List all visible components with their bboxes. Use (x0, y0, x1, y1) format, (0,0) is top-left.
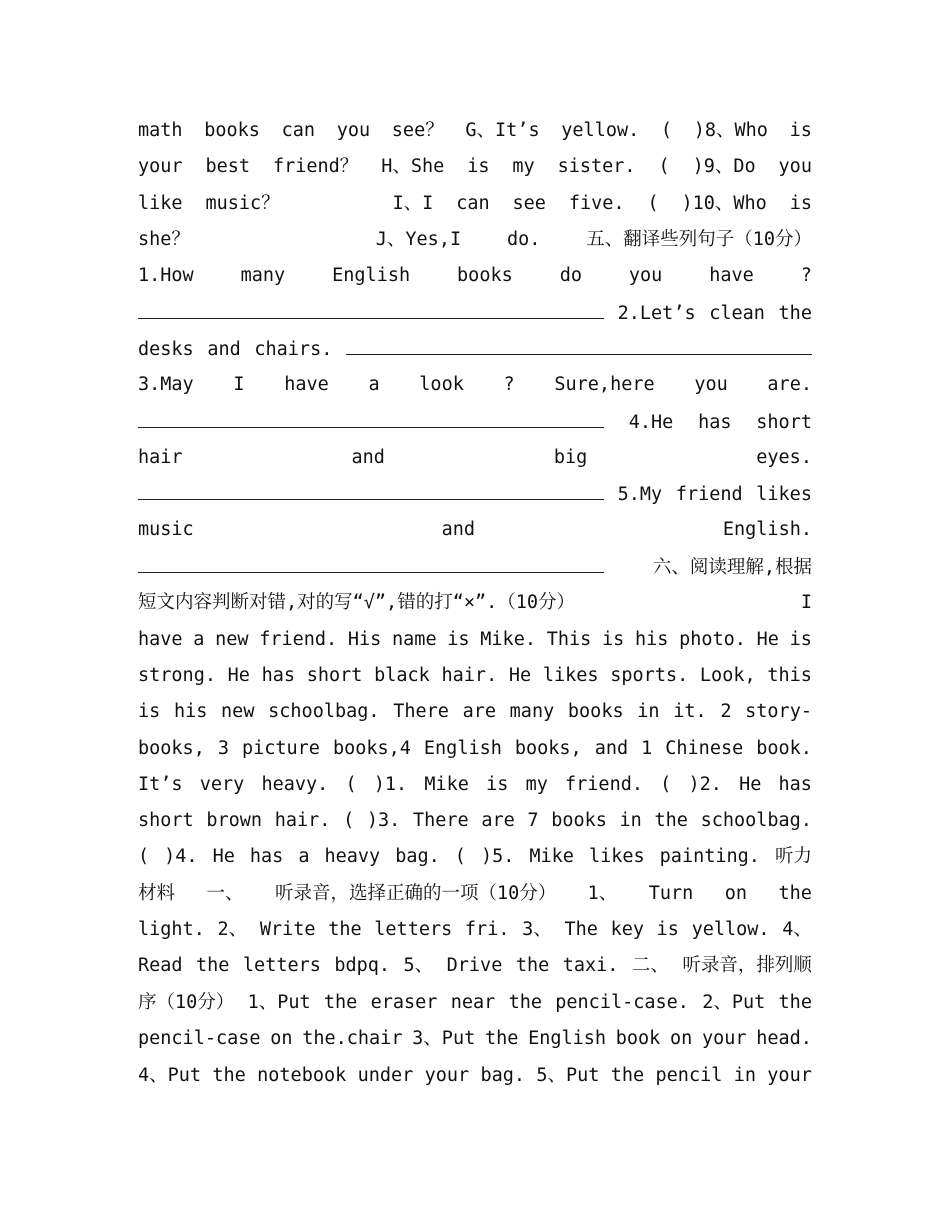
word: 听录音，排列顺 (682, 955, 812, 976)
word: pencil-case (138, 1028, 261, 1049)
text-line-17 (138, 697, 812, 727)
word: Read (138, 955, 183, 976)
word: bdpq. (334, 955, 391, 976)
answer-blank[interactable] (138, 479, 604, 500)
word: English (423, 738, 502, 759)
word: your (701, 1028, 747, 1049)
text-line-27 (138, 1061, 812, 1091)
word: pencil-case. (555, 992, 689, 1013)
word: 5、Put (536, 1065, 600, 1086)
word: key (610, 919, 644, 940)
word: can (456, 193, 490, 214)
word: like (138, 193, 183, 214)
word: is (789, 629, 812, 650)
word: sister. (557, 156, 636, 177)
text-line-22 (138, 879, 812, 909)
text-line-8 (138, 370, 812, 400)
word: schoolbag. (700, 810, 812, 831)
word: the (515, 955, 550, 976)
text-line-18 (138, 734, 812, 764)
word: 听录音，选择正确的一项（10分） (274, 883, 557, 904)
word: ( (138, 846, 150, 867)
word: 1、Put (247, 992, 311, 1013)
text-line-19 (138, 770, 812, 800)
word: and (594, 738, 629, 759)
word: short (756, 412, 812, 433)
word: the (484, 1028, 519, 1049)
text-line-12 (138, 515, 812, 545)
word: )10、Who (681, 193, 767, 214)
word: strong. (138, 665, 216, 686)
word: sports. (610, 665, 689, 686)
word: books (457, 265, 513, 286)
word: bag. (480, 1065, 526, 1086)
word: the (508, 992, 542, 1013)
word: 二、 (631, 955, 669, 976)
text-line-13 (138, 552, 812, 582)
word: Mike (529, 846, 574, 867)
word: short (138, 810, 194, 831)
answer-blank[interactable] (138, 552, 604, 573)
word: your (767, 1065, 812, 1086)
word: The (564, 919, 598, 940)
word: There (393, 701, 449, 722)
answer-blank[interactable] (138, 407, 604, 428)
word: head. (756, 1028, 812, 1049)
word: likes (756, 484, 812, 505)
word: see？ (391, 120, 444, 141)
text-line-6 (138, 298, 812, 328)
text-line-16 (138, 661, 812, 691)
word: painting. (659, 846, 760, 867)
word: 1、 (587, 883, 618, 904)
word: I (800, 592, 812, 613)
word: story- (745, 701, 812, 722)
word: see (512, 193, 546, 214)
word: is (789, 193, 812, 214)
word: He (508, 665, 532, 686)
word: Write (259, 919, 316, 940)
word: eraser (370, 992, 438, 1013)
word: has (261, 665, 296, 686)
word: you (694, 374, 728, 395)
word: I、I (392, 193, 434, 214)
word: you (778, 156, 812, 177)
text-line-10 (138, 443, 812, 473)
text-line-20 (138, 806, 812, 836)
text-line-3 (138, 189, 812, 219)
word: on (724, 883, 748, 904)
word: He (739, 774, 762, 795)
word: 3、 (522, 919, 552, 940)
word: can (281, 120, 316, 141)
instructions: 短文内容判断对错,对的写“√”,错的打“×”.（10分） (138, 592, 576, 613)
word: brown (206, 810, 263, 831)
word: on (670, 1028, 693, 1049)
word: the (610, 1065, 645, 1086)
text-line-7 (138, 334, 812, 364)
word: Sure,here (554, 374, 655, 395)
word: has (698, 412, 732, 433)
word: ( (660, 120, 673, 141)
answer-blank[interactable] (138, 298, 604, 319)
word: likes (588, 846, 645, 867)
word: friend？ (272, 156, 359, 177)
word: 3、Put (412, 1028, 476, 1049)
word: )9、Do (692, 156, 756, 177)
word: 3.May (138, 374, 194, 395)
word: chairs. (254, 339, 333, 360)
word: Mike. (480, 629, 536, 650)
word: schoolbag. (268, 701, 380, 722)
word: has (249, 846, 284, 867)
word: the.chair (302, 1028, 403, 1049)
word: English. (722, 519, 812, 540)
word: )8、Who (693, 120, 768, 141)
word: Look, (699, 665, 756, 686)
word: near (450, 992, 496, 1013)
word: )3. (366, 810, 401, 831)
word: the (212, 1065, 246, 1086)
word: pencil (655, 1065, 723, 1086)
word: He (212, 846, 235, 867)
word: 听力 (774, 846, 812, 867)
word: in (619, 810, 642, 831)
section-heading: 五、翻译些列句子（10分） (586, 229, 812, 250)
word: are (462, 701, 496, 722)
word: big (553, 447, 588, 468)
word: H、She (381, 156, 445, 177)
word: is (138, 701, 161, 722)
word: )2. (688, 774, 722, 795)
word: your (424, 1065, 470, 1086)
word: yellow. (691, 919, 770, 940)
word: 5.My (617, 484, 663, 505)
word: hair. (274, 810, 331, 831)
text-line-4 (138, 225, 812, 255)
word: letters (242, 955, 321, 976)
word: it. (673, 701, 707, 722)
word: English (528, 1028, 607, 1049)
word: music？ (205, 193, 280, 214)
text-line-23 (138, 915, 812, 945)
word: J、Yes,I (375, 229, 462, 250)
word: have (138, 629, 183, 650)
word: a (193, 629, 205, 650)
word: is (486, 774, 509, 795)
word: Drive (446, 955, 503, 976)
word: )1. (373, 774, 408, 795)
word: new (215, 629, 249, 650)
word: five. (568, 193, 625, 214)
word: you (336, 120, 371, 141)
word: clean (709, 303, 765, 324)
word: are. (767, 374, 812, 395)
word: It’s (138, 774, 183, 795)
word: my (512, 156, 535, 177)
word: letters (374, 919, 453, 940)
text-line-11 (138, 479, 812, 509)
text-line-9 (138, 407, 812, 437)
word: a (298, 846, 310, 867)
word: the (778, 303, 812, 324)
word: the (778, 883, 812, 904)
word: likes (542, 665, 599, 686)
word: books (204, 120, 260, 141)
word: yellow. (561, 120, 640, 141)
word: ( (647, 193, 659, 214)
word: in (637, 701, 660, 722)
word: book (615, 1028, 661, 1049)
word: his (634, 629, 669, 650)
word: is (789, 120, 812, 141)
word: 1.How (138, 265, 194, 286)
text-line-24 (138, 951, 812, 981)
word: music (138, 519, 194, 540)
word: books (567, 701, 624, 722)
word: 2 (720, 701, 732, 722)
word: ( (343, 810, 355, 831)
word: are (481, 810, 515, 831)
word: 材料 (138, 883, 176, 904)
word: ( (658, 156, 670, 177)
word: ( (660, 774, 672, 795)
word: books, (514, 738, 582, 759)
word: she？ (138, 229, 190, 250)
word: is (656, 919, 679, 940)
word: your (138, 156, 183, 177)
word: best (205, 156, 251, 177)
word: you (628, 265, 663, 286)
word: ( (454, 846, 466, 867)
word: books, (138, 738, 205, 759)
word: do. (506, 229, 541, 250)
word: There (412, 810, 469, 831)
word: in (733, 1065, 756, 1086)
word: the (654, 810, 688, 831)
word: hair (138, 447, 183, 468)
word: ( (345, 774, 357, 795)
word: do (559, 265, 582, 286)
word: Mike (424, 774, 469, 795)
word: 4.He (628, 412, 674, 433)
word: and (351, 447, 385, 468)
word: Turn (648, 883, 694, 904)
word: and (207, 339, 241, 360)
word: has (778, 774, 812, 795)
word: the (778, 992, 812, 1013)
word: 5、 (403, 955, 434, 976)
word: is (447, 629, 470, 650)
word: have (284, 374, 329, 395)
word: 7 (527, 810, 539, 831)
word: picture (241, 738, 320, 759)
word: the (328, 919, 362, 940)
word: 4、Put (138, 1065, 202, 1086)
word: friend. (259, 629, 338, 650)
word: my (525, 774, 548, 795)
word: friend. (565, 774, 643, 795)
word: )4. (164, 846, 198, 867)
word: light. (138, 919, 205, 940)
word: friend (675, 484, 743, 505)
text-line-2 (138, 152, 812, 182)
word: 1 (641, 738, 653, 759)
text-line-26 (138, 1024, 812, 1054)
word: Chinese (665, 738, 744, 759)
word: heavy (324, 846, 381, 867)
word: He (756, 629, 779, 650)
word: very (199, 774, 245, 795)
word: a (368, 374, 380, 395)
text-line-15 (138, 625, 812, 655)
word: books,4 (332, 738, 411, 759)
word: name (392, 629, 437, 650)
word: bag. (395, 846, 440, 867)
text-line-1 (138, 116, 812, 146)
word: 2、Put (702, 992, 766, 1013)
word: He (227, 665, 250, 686)
word: and (441, 519, 475, 540)
word: eyes. (756, 447, 812, 468)
word: have (709, 265, 754, 286)
word: his (173, 701, 208, 722)
word: the (196, 955, 230, 976)
word: 2、 (217, 919, 248, 940)
word: English (332, 265, 411, 286)
word: hair. (441, 665, 498, 686)
word: many (240, 265, 286, 286)
word: on (270, 1028, 293, 1049)
word: heavy. (261, 774, 329, 795)
word: 3 (217, 738, 229, 759)
text-line-21 (138, 842, 812, 872)
text-line-14 (138, 588, 812, 618)
word: 2.Let’s (617, 303, 696, 324)
word: notebook (257, 1065, 347, 1086)
word: is (601, 629, 625, 650)
word: taxi. (562, 955, 619, 976)
word: book. (756, 738, 812, 759)
word: desks (138, 339, 194, 360)
word: fri. (464, 919, 510, 940)
word: G、It’s (465, 120, 540, 141)
word: this (767, 665, 812, 686)
word: the (323, 992, 358, 1013)
word: 序（10分） (138, 992, 235, 1013)
word: is (467, 156, 490, 177)
word: photo. (679, 629, 746, 650)
word: This (546, 629, 592, 650)
word: new (221, 701, 255, 722)
word: look (419, 374, 464, 395)
word: 4、 (782, 919, 812, 940)
text-line-25 (138, 988, 812, 1018)
word: ? (800, 265, 812, 286)
answer-blank[interactable] (346, 334, 812, 355)
word: I (233, 374, 245, 395)
word: )5. (480, 846, 515, 867)
word: under (357, 1065, 414, 1086)
word: His (347, 629, 382, 650)
word: black (374, 665, 430, 686)
word: many (509, 701, 555, 722)
word: ? (503, 374, 515, 395)
section-heading: 六、阅读理解,根据 (652, 557, 812, 578)
word: books (551, 810, 607, 831)
word: 一、 (206, 883, 244, 904)
text-line-5 (138, 261, 812, 291)
word: math (138, 120, 183, 141)
word: short (306, 665, 363, 686)
